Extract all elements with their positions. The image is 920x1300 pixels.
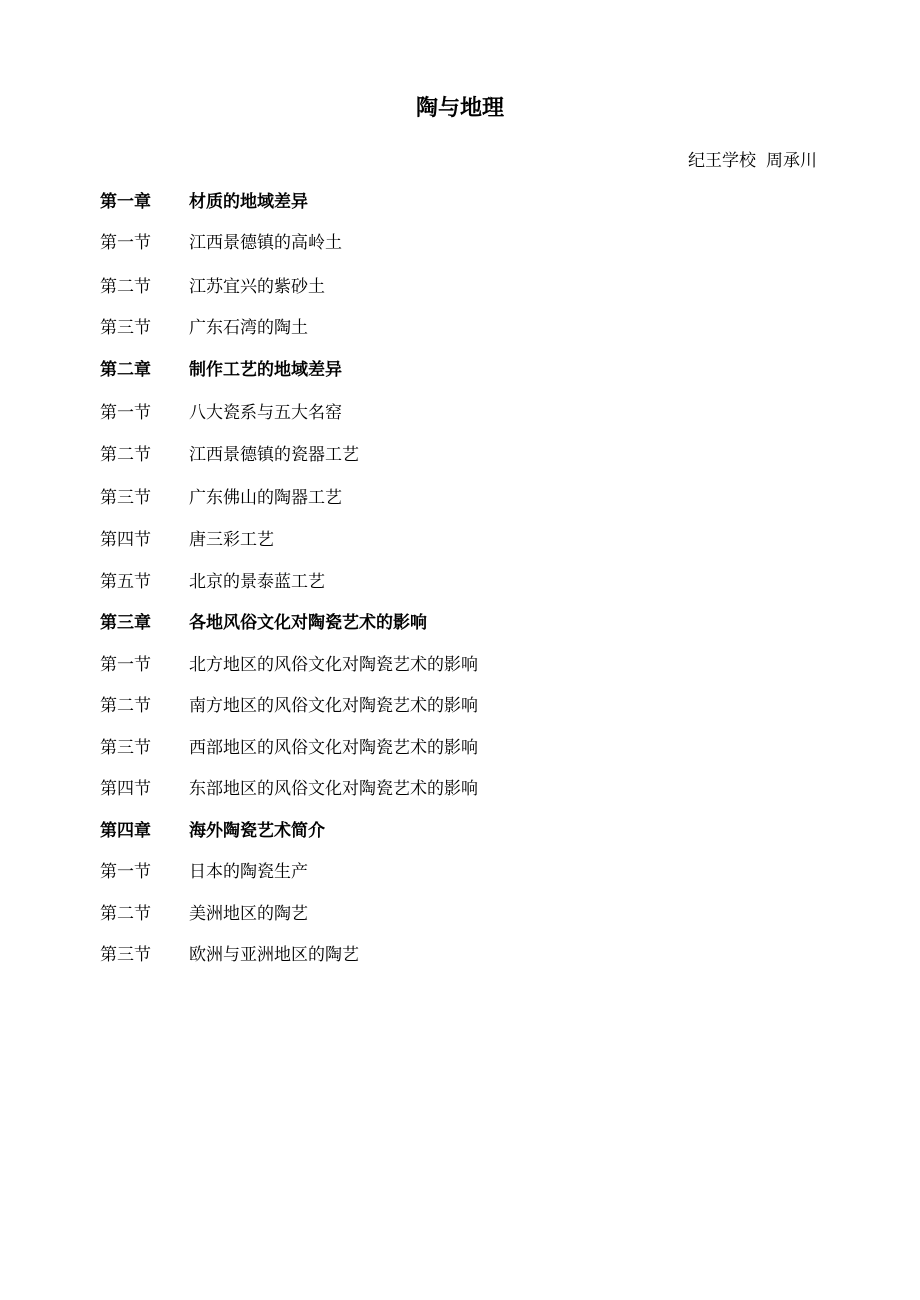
section-title: 美洲地区的陶艺 — [189, 904, 308, 924]
author-line — [688, 149, 817, 173]
chapter-title: 材质的地域差异 — [189, 192, 308, 212]
section-title: 西部地区的风俗文化对陶瓷艺术的影响 — [189, 738, 478, 758]
section-title: 江苏宜兴的紫砂土 — [189, 277, 325, 297]
section-title: 东部地区的风俗文化对陶瓷艺术的影响 — [189, 779, 478, 799]
section-title: 八大瓷系与五大名窑 — [189, 403, 342, 423]
chapter-title: 海外陶瓷艺术简介 — [189, 821, 325, 841]
section-title: 江西景德镇的瓷器工艺 — [189, 445, 359, 465]
section-number: 第二节 — [100, 277, 151, 297]
chapter-number: 第三章 — [100, 613, 151, 633]
section-number: 第四节 — [100, 530, 151, 550]
section-title: 欧洲与亚洲地区的陶艺 — [189, 945, 359, 965]
section-number: 第三节 — [100, 318, 151, 338]
section-number: 第一节 — [100, 233, 151, 253]
section-number: 第一节 — [100, 862, 151, 882]
chapter-number: 第一章 — [100, 192, 151, 212]
section-title: 日本的陶瓷生产 — [189, 862, 308, 882]
section-title: 北方地区的风俗文化对陶瓷艺术的影响 — [189, 655, 478, 675]
section-title: 江西景德镇的高岭土 — [189, 233, 342, 253]
chapter-title: 各地风俗文化对陶瓷艺术的影响 — [189, 613, 427, 633]
section-number: 第二节 — [100, 696, 151, 716]
chapter-title: 制作工艺的地域差异 — [189, 360, 342, 380]
chapter-number: 第四章 — [100, 821, 151, 841]
section-number: 第二节 — [100, 904, 151, 924]
author-school: 纪王学校 — [688, 151, 756, 171]
section-title: 广东佛山的陶器工艺 — [189, 488, 342, 508]
section-number: 第一节 — [100, 403, 151, 423]
page-title: 陶与地理 — [415, 96, 504, 121]
chapter-number: 第二章 — [100, 360, 151, 380]
author-name: 周承川 — [766, 151, 817, 171]
section-number: 第一节 — [100, 655, 151, 675]
section-number: 第三节 — [100, 738, 151, 758]
section-number: 第三节 — [100, 945, 151, 965]
section-number: 第五节 — [100, 572, 151, 592]
section-title: 唐三彩工艺 — [189, 530, 274, 550]
section-title: 北京的景泰蓝工艺 — [189, 572, 325, 592]
section-title: 广东石湾的陶土 — [189, 318, 308, 338]
section-title: 南方地区的风俗文化对陶瓷艺术的影响 — [189, 696, 478, 716]
section-number: 第三节 — [100, 488, 151, 508]
section-number: 第四节 — [100, 779, 151, 799]
section-number: 第二节 — [100, 445, 151, 465]
